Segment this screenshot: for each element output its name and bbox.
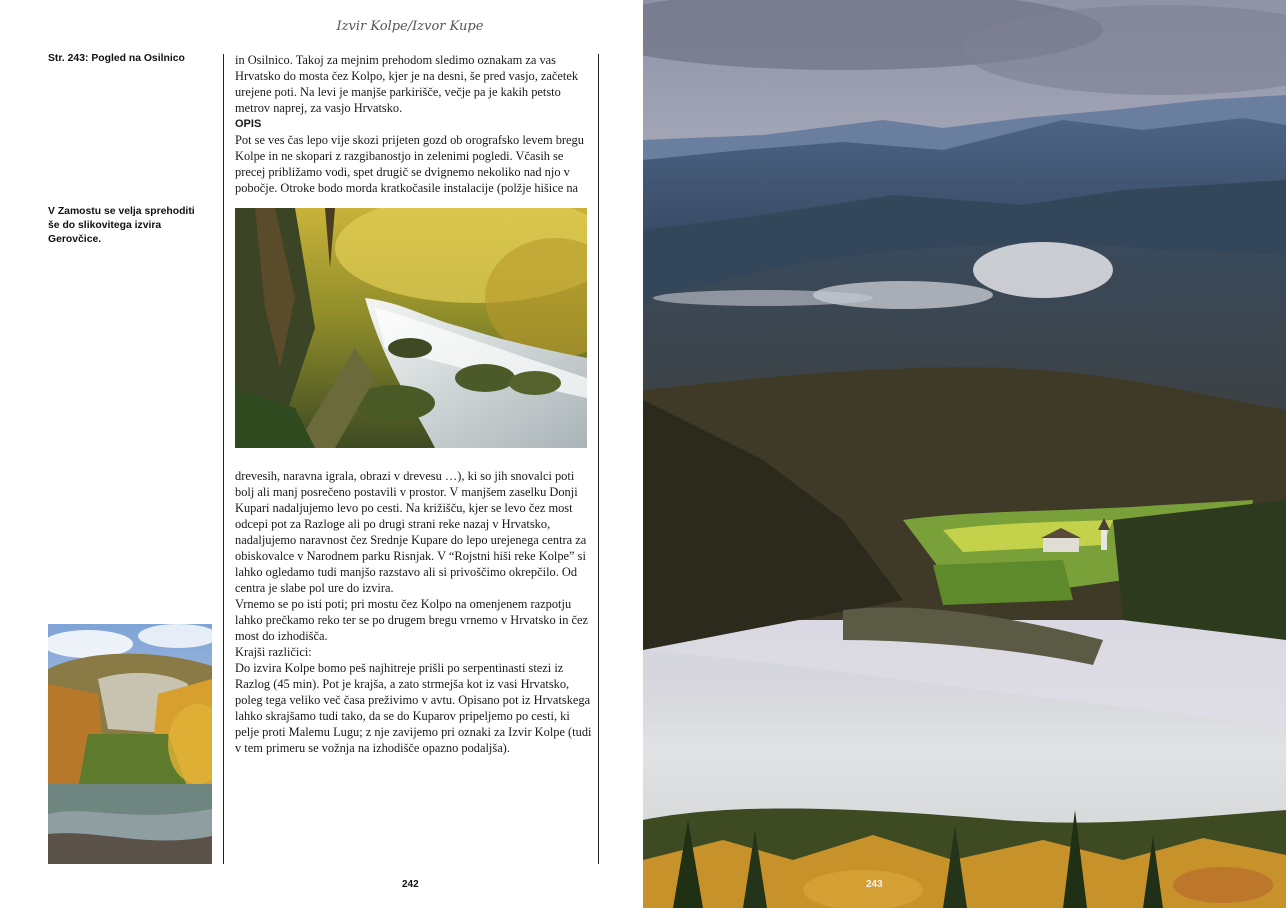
paragraph-description: Pot se ves čas lepo vije skozi prijeten gozd ob orografsko levem bregu Kolpe in ne skopari z razgibanostjo in zelenimi pogledi. Včasih se precej približamo vodi, spet drugič se dvignemo nekoliko nad njo v pobočje. Otroke bodo morda kratkočasile instalacije (polžje hišice na [235, 133, 584, 195]
caption-gerovcica: V Zamostu se velja sprehoditi še do slikovitega izvira Gerovčice. [48, 206, 195, 245]
column-rule-right [598, 54, 599, 864]
page-number-right: 243 [866, 879, 883, 890]
right-page-photo [643, 0, 1286, 908]
photo-spring [48, 624, 212, 864]
photo-stream [235, 208, 587, 448]
body-text-top [235, 52, 595, 196]
column-rule-left [223, 54, 224, 864]
paragraph-variants: Do izvira Kolpe bomo peš najhitreje prišli po serpentinasti stezi iz Razlog (45 min). Pot je krajša, a zato strmejša kot iz vasi Hrvatsko, poleg tega veliko več časa preživimo v avtu. Opisano pot iz Hrvatskega lahko skrajšamo tudi tako, da se do Kuparov pripeljemo po cesti, ki pelje proti Malemu Lugu; z nje zavijemo pri oznaki za Izvir Kolpe (tudi v tem primeru se vožnja na izhodišče opazno podaljša). [235, 661, 592, 755]
page-number-left: 242 [402, 879, 419, 890]
caption-osilnica: Str. 243: Pogled na Osilnico [48, 53, 185, 64]
paragraph-access: in Osilnico. Takoj za mejnim prehodom sledimo oznakam za vas Hrvatsko do mosta čez Kolpo, kjer je na desni, še pred vasjo, začetek urejene poti. Na levi je manjše parkirišče, večje pa je kakih petsto metrov naprej, za vasjo Hrvatsko. [235, 53, 579, 115]
section-heading: OPIS [235, 118, 262, 130]
photo-osilnica-valley [643, 0, 1286, 908]
paragraph-variants-label: Krajši različici: [235, 645, 312, 659]
paragraph-return: Vrnemo se po isti poti; pri mostu čez Kolpo na omenjenem razpotju lahko prečkamo reko ter se po drugem bregu vrnemo v Hrvatsko in čez most do izhodišča. [235, 597, 589, 643]
paragraph-route: drevesih, naravna igrala, obrazi v drevesu …), ki so jih snovalci poti bolj ali manj posrečeno postavili v prostor. V manjšem zaselku Donji Kupari nadaljujemo levo po cesti. Na križišču, kjer se levo čez most odcepi pot za Razloge ali po drugi strani reke nazaj v Hrvatsko, nadaljujemo naravnost čez Srednje Kupare do lepo urejenega centra za obiskovalce v Narodnem parku Risnjak. V “Rojstni hiši reke Kolpe” si lahko ogledamo tudi manjšo razstavo ali si privoščimo okrepčilo. Od centra je slabe pol ure do izvira. [235, 469, 587, 595]
body-text-bottom [235, 468, 595, 756]
running-header: Izvir Kolpe/Izvor Kupe [336, 19, 484, 34]
